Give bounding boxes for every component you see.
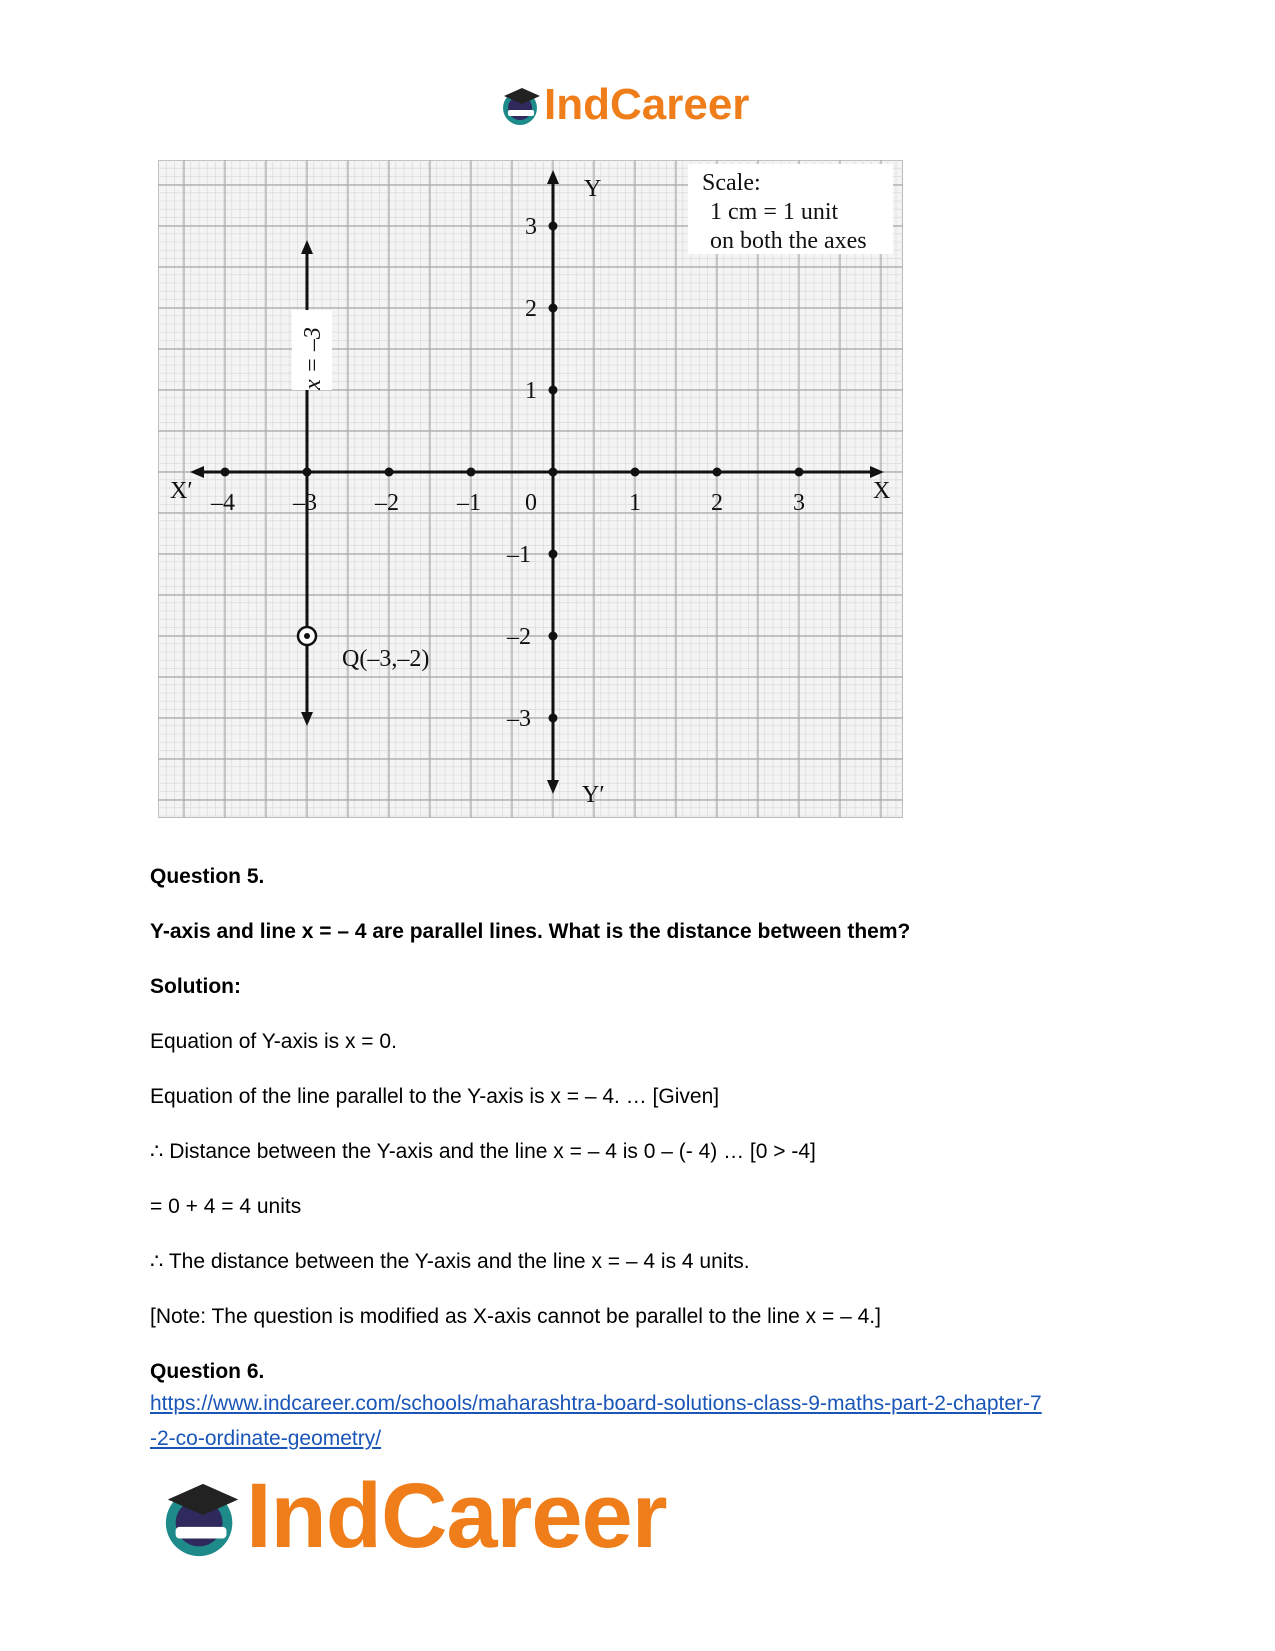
x-tick-label: 3 [793,490,805,516]
point-label: Q(–3,–2) [342,646,430,672]
solution-line-2: Equation of the line parallel to the Y-axis is x = – 4. … [Given] [150,1085,720,1108]
footer-link-line-1[interactable]: https://www.indcareer.com/schools/maharashtra-board-solutions-class-9-maths-part-2-chapter-7 [150,1392,1042,1415]
logo-bottom [160,1465,720,1570]
y-neg-axis-label: Y′ [582,782,605,808]
y-tick-label: 3 [525,214,537,240]
y-tick-dot [549,222,558,231]
y-tick-dot [549,714,558,723]
x-tick-dot [631,468,640,477]
question-5-title: Question 5. [150,865,265,888]
x-tick-dot [385,468,394,477]
solution-line-1: Equation of Y-axis is x = 0. [150,1030,397,1053]
question-5-text: Y-axis and line x = – 4 are parallel lines. What is the distance between them? [150,920,911,943]
solution-label: Solution: [150,975,241,998]
footer-link-line-2[interactable]: -2-co-ordinate-geometry/ [150,1427,382,1450]
question-6-title: Question 6. [150,1360,265,1383]
scale-line-1: Scale: [702,170,761,196]
logo-top [500,78,780,132]
y-tick-label: –2 [507,624,531,650]
x-tick-label: 1 [629,490,641,516]
x-tick-label: –3 [293,490,317,516]
x-tick-dot [549,468,558,477]
x-tick-label: –2 [375,490,399,516]
footer-link[interactable] [150,1386,1130,1456]
y-tick-dot [549,386,558,395]
y-axis-label: Y [584,176,602,202]
y-tick-label: –1 [507,542,531,568]
x-axis-label: X [873,478,891,504]
scale-line-3: on both the axes [710,228,867,254]
brand-name-large: IndCareer [246,1465,667,1567]
solution-line-3: ∴ Distance between the Y-axis and the line x = – 4 is 0 – (- 4) … [0 > -4] [150,1140,816,1163]
coordinate-graph [158,160,903,818]
brand-name: IndCareer [544,80,750,129]
graduation-cap-globe-icon [160,1476,246,1562]
y-tick-label: 2 [525,296,537,322]
scale-line-2: 1 cm = 1 unit [710,199,839,225]
x-tick-label: –4 [211,490,235,516]
x-tick-dot [795,468,804,477]
y-tick-label: –3 [507,706,531,732]
x-neg-axis-label: X′ [170,478,193,504]
solution-line-4: = 0 + 4 = 4 units [150,1195,302,1218]
x-tick-label: 0 [525,490,537,516]
x-tick-dot [467,468,476,477]
x-tick-dot [713,468,722,477]
x-tick-dot [221,468,230,477]
solution-line-5: ∴ The distance between the Y-axis and the line x = – 4 is 4 units. [150,1250,750,1273]
x-tick-label: 2 [711,490,723,516]
y-tick-label: 1 [525,378,537,404]
y-tick-dot [549,304,558,313]
point-q [304,633,310,639]
line-label: x = –3 [300,327,326,390]
y-tick-dot [549,632,558,641]
graduation-cap-globe-icon [500,84,544,128]
x-tick-label: –1 [457,490,481,516]
y-tick-dot [549,550,558,559]
note-text: [Note: The question is modified as X-axis cannot be parallel to the line x = – 4.] [150,1305,881,1328]
